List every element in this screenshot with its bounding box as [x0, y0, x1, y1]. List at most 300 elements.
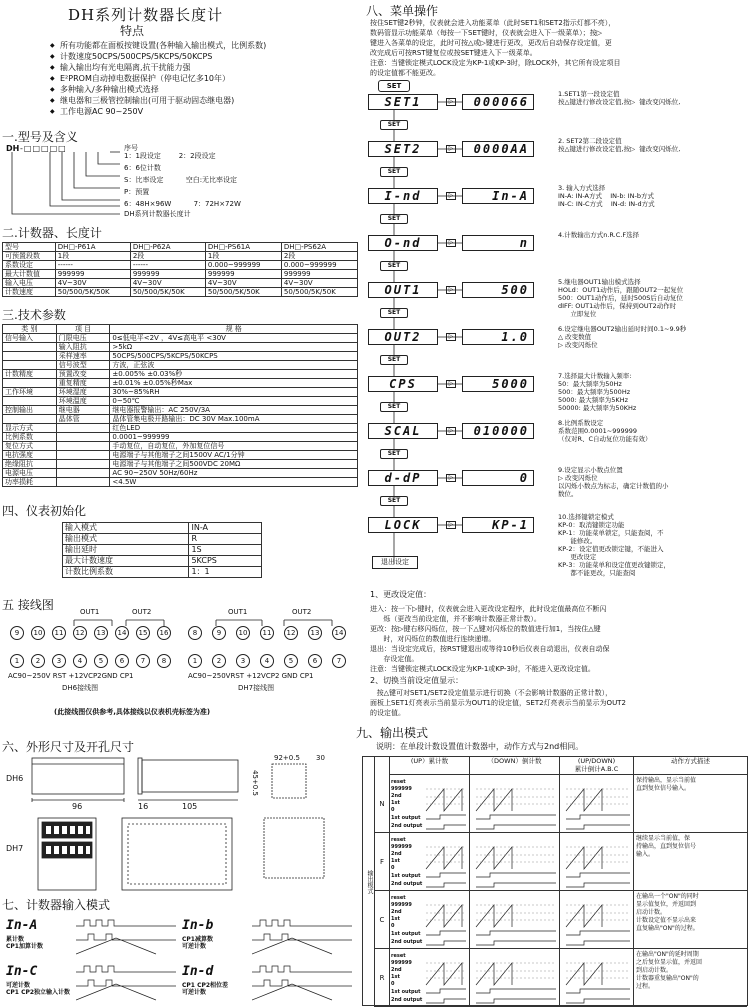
output-col-header: (UP）累计数 [389, 757, 469, 775]
table-cell: 系数设定 [3, 261, 56, 270]
terminal: 8 [157, 654, 171, 668]
table-row [3, 460, 358, 469]
table-cell: 工作环境 [3, 388, 57, 397]
table-row [3, 261, 358, 270]
output-mode-label: F [375, 833, 389, 891]
terminal: 5 [284, 654, 298, 668]
input-mode-desc: 累计数 CP1加算计数 [6, 936, 43, 950]
table-cell: 复位方式 [3, 442, 57, 451]
model-item: 序号 [124, 144, 138, 152]
table-row [63, 534, 262, 545]
dh6-out2-label: OUT2 [132, 608, 152, 616]
table-cell: IN-A [189, 523, 262, 534]
menu-note-line: 5.继电器OUT1输出模式选择 [558, 278, 641, 286]
table-cell: 手动复位，自动复位，外加复位信号 [110, 442, 358, 451]
page-title: DH系列计数器长度计 [68, 6, 224, 24]
table-cell: ±0.005% ±0.03%秒 [110, 370, 358, 379]
timing-waveform [560, 775, 634, 833]
right-key-icon[interactable]: ▷ [446, 333, 456, 341]
terminal: 13 [308, 626, 322, 640]
set-key-icon[interactable]: SET [380, 355, 408, 365]
axis-label: 2nd [391, 909, 402, 915]
timing-waveform [390, 833, 470, 891]
set-key-icon[interactable]: SET [380, 496, 408, 506]
input-mode-waveform [76, 916, 176, 956]
menu-note-line: ▷ 改变闪烁位 [558, 341, 598, 349]
table-cell [56, 442, 110, 451]
input-mode-code: In-C [6, 964, 38, 979]
table-cell: DH□-PS62A [281, 243, 357, 252]
text-line: 存设定值。 [370, 655, 419, 663]
output-col-header: (UP/DOWN) 累计倒计A.B.C [559, 757, 633, 775]
menu-value-display: In-A [462, 188, 534, 204]
axis-label: 1st output [391, 931, 421, 937]
text-line: 退出：当设定完成后，按RST键退出或等待10秒后仪表自动退出，仪表自动保 [370, 645, 610, 653]
table-cell: 999999 [130, 270, 205, 279]
table-row [3, 442, 358, 451]
dh6-terminal-labels: AC90~250V RST +12VCP2GND CP1 [8, 672, 134, 680]
terminal: 3 [52, 654, 66, 668]
text-line: 数码管显示功能菜单（每按一下SET键时，仪表就会进入下一级菜单）；按▷ [370, 29, 603, 37]
feature-item: ◆ 输入输出均有光电隔离,抗干扰能力强 [50, 62, 266, 73]
terminal: 14 [115, 626, 129, 640]
menu-note [558, 90, 748, 106]
terminal: 7 [136, 654, 150, 668]
table-header-cell: 项 目 [56, 325, 110, 334]
table-cell: 控制输出 [3, 406, 57, 415]
text-line: 烁（更改当前设定值，并不影响计数器正常计数）。 [370, 615, 541, 623]
timing-chart-cell [469, 775, 559, 833]
right-key-icon[interactable]: ▷ [446, 427, 456, 435]
table-cell [56, 424, 110, 433]
menu-note [558, 231, 748, 239]
set-key-icon[interactable]: SET [380, 402, 408, 412]
table-cell: 计数精度 [3, 370, 57, 379]
menu-note-line: 数位。 [558, 490, 578, 498]
section-7-heading: 七、计数器输入模式 [2, 898, 111, 912]
text-line: 进入：按一下▷键时，仪表就会进入更改设定程序，此时设定值最高位不断闪 [370, 605, 607, 613]
counter-model-table [2, 242, 358, 297]
menu-note [558, 278, 748, 318]
menu-note-line: 50000: 最大频率为50KHz [558, 404, 637, 412]
model-diagram [6, 144, 346, 220]
input-mode-cell [182, 914, 354, 958]
table-cell: 4V~30V [281, 279, 357, 288]
menu-value-display: 1.0 [462, 329, 534, 345]
menu-note-line: dIFF: OUT1动作后，保持到OUT2动作时 [558, 302, 677, 310]
table-cell [56, 478, 110, 487]
axis-label: reset [391, 895, 406, 901]
table-cell: DH□-P61A [55, 243, 130, 252]
output-mode-table [362, 756, 748, 1006]
menu-code-display: I-nd [368, 188, 438, 204]
output-mode-label: N [375, 775, 389, 833]
table-row [3, 406, 358, 415]
axis-label: 2nd output [391, 881, 423, 887]
table-cell: 电源端子与其他端子之间500VDC 20MΩ [110, 460, 358, 469]
terminal: 16 [157, 626, 171, 640]
table-cell: 30%~85%RH [110, 388, 358, 397]
table-row [3, 388, 358, 397]
right-key-icon[interactable]: ▷ [446, 380, 456, 388]
output-mode-label: R [375, 949, 389, 1007]
input-mode-grid [6, 914, 356, 1006]
menu-intro [370, 18, 748, 78]
table-row [3, 270, 358, 279]
timing-chart-cell [389, 833, 469, 891]
table-cell: 信号波型 [56, 361, 110, 370]
terminal: 5 [94, 654, 108, 668]
table-cell: 输出模式 [63, 534, 189, 545]
terminal: 9 [10, 626, 24, 640]
table-cell: 5KCPS [189, 556, 262, 567]
table-cell: 晶体管 [56, 415, 110, 424]
input-mode-code: In-A [6, 918, 38, 933]
model-item: DH系列计数器长度计 [124, 210, 191, 218]
right-key-icon[interactable]: ▷ [446, 474, 456, 482]
table-cell: 4V~30V [55, 279, 130, 288]
dh7-label: DH7 [6, 844, 24, 853]
feature-item: ◆ 工作电源AC 90~250V [50, 106, 266, 117]
table-cell: DH□-P62A [130, 243, 205, 252]
menu-note-line: KP-0：取消键锁定功能 [558, 521, 625, 529]
table-row [3, 451, 358, 460]
side-label: 输出模式 [363, 757, 375, 1007]
axis-label: 1st [391, 974, 400, 980]
menu-value-display: 010000 [462, 423, 534, 439]
table-row [3, 288, 358, 297]
table-row [3, 370, 358, 379]
terminal: 4 [73, 654, 87, 668]
set-button[interactable]: SET [378, 80, 410, 92]
table-cell: 继电器报警输出：AC 250V/3A [110, 406, 358, 415]
menu-code-display: OUT1 [368, 282, 438, 298]
timing-chart-cell [559, 833, 633, 891]
menu-note [558, 137, 748, 153]
menu-note-line: （仅对R、C自动复位功能有效） [558, 435, 652, 443]
terminal: 11 [260, 626, 274, 640]
timing-waveform [470, 891, 560, 949]
menu-note-line: 10.选择键锁定模式 [558, 513, 614, 521]
table-cell: 999999 [281, 270, 357, 279]
output-col-header: （DOWN）倒计数 [469, 757, 559, 775]
table-cell: ------ [130, 261, 205, 270]
menu-value-display: 500 [462, 282, 534, 298]
menu-note-line: 6.设定继电器OUT2输出延时时间0.1~9.9秒 [558, 325, 687, 333]
input-mode-desc: CP1 CP2相位差 可逆计数 [182, 982, 229, 996]
menu-code-display: SET2 [368, 141, 438, 157]
model-boxes: -□□□□□ [20, 144, 67, 153]
menu-note-line: 系数范围0.0001~999999 [558, 427, 638, 435]
text-line: 的设定值。 [370, 709, 405, 717]
menu-note [558, 419, 748, 443]
input-mode-code: In-b [182, 918, 214, 933]
set-key-icon[interactable]: SET [380, 261, 408, 271]
table-cell: 0.000~999999 [205, 261, 281, 270]
timing-chart-cell [559, 891, 633, 949]
table-cell [56, 433, 110, 442]
table-cell: 50/500/5K/50K [281, 288, 357, 297]
menu-note-line: 7.选择最大计数输入频率: [558, 372, 632, 380]
table-cell: 0≤低电平<2V ，4V≤高电平 <30V [110, 334, 358, 343]
table-cell: 50/500/5K/50K [205, 288, 281, 297]
table-row [3, 433, 358, 442]
table-row [3, 415, 358, 424]
menu-note-line: 8.比例系数设定 [558, 419, 604, 427]
terminal: 9 [212, 626, 226, 640]
table-cell: R [189, 534, 262, 545]
right-key-icon[interactable]: ▷ [446, 286, 456, 294]
output-mode-desc: 说明：在单段计数设置值计数器中，动作方式与2nd相同。 [376, 742, 584, 751]
timing-chart-cell [559, 949, 633, 1007]
axis-label: 999999 [391, 960, 412, 966]
table-cell [3, 415, 57, 424]
switch-instructions [370, 688, 748, 718]
menu-code-display: SCAL [368, 423, 438, 439]
terminal: 4 [260, 654, 274, 668]
table-cell: 电抗强度 [3, 451, 57, 460]
feature-list [50, 40, 266, 117]
change-instructions [370, 604, 748, 674]
dim-96: 96 [72, 802, 83, 811]
menu-note-line: KP-3：功能菜单和设定值更改键锁定， [558, 561, 671, 569]
timing-chart-cell [469, 891, 559, 949]
axis-label: 0 [391, 807, 395, 813]
menu-code-display: OUT2 [368, 329, 438, 345]
timing-chart-cell [389, 949, 469, 1007]
table-header-cell: 类 别 [3, 325, 57, 334]
table-cell [56, 460, 110, 469]
table-row [63, 545, 262, 556]
menu-value-display: n [462, 235, 534, 251]
menu-code-display: CPS [368, 376, 438, 392]
menu-note-line: KP-1：功能菜单锁定，只能查阅，不 [558, 529, 664, 537]
table-row [3, 478, 358, 487]
menu-note-line: 按△键进行修改设定值,按▷ 键改变闪烁位, [558, 145, 681, 153]
menu-note-line: 9.设定显示小数点位置 [558, 466, 623, 474]
terminal: 2 [31, 654, 45, 668]
text-line: 时，对闪烁位的数值进行连续递增。 [370, 635, 496, 643]
menu-note-line: 按△键进行修改设定值,按▷ 键改变闪烁位, [558, 98, 681, 106]
timing-chart-cell [389, 891, 469, 949]
table-cell: 可预置段数 [3, 252, 56, 261]
timing-waveform [470, 775, 560, 833]
input-mode-cell [6, 960, 178, 1004]
table-cell: 999999 [205, 270, 281, 279]
dh7-terminal-labels: AC90~250VRST +12VCP2 GND CP1 [188, 672, 314, 680]
menu-note-line: IN-A: IN-A方式 IN-b: IN-b方式 [558, 192, 655, 200]
table-cell: 晶体管集电极开路输出：DC 30V Max.100mA [110, 415, 358, 424]
dim-cut-45: 45+0.5 [251, 770, 259, 796]
axis-label: 1st [391, 916, 400, 922]
table-row [3, 252, 358, 261]
timing-waveform [560, 833, 634, 891]
menu-flowchart [366, 80, 748, 577]
table-cell [56, 469, 110, 478]
axis-label: 2nd output [391, 939, 423, 945]
terminal: 11 [52, 626, 66, 640]
table-row [63, 523, 262, 534]
terminal: 12 [284, 626, 298, 640]
axis-label: 0 [391, 865, 395, 871]
table-row [3, 361, 358, 370]
menu-code-display: d-dP [368, 470, 438, 486]
input-mode-desc: CP1减算数 可逆计数 [182, 936, 213, 950]
table-cell: 显示方式 [3, 424, 57, 433]
timing-chart-cell [469, 949, 559, 1007]
text-line: 改完成后可按RST键复位或按SET键进入下一级菜单。 [370, 49, 537, 57]
table-cell: 环境温度 [56, 397, 110, 406]
right-key-icon[interactable]: ▷ [446, 98, 456, 106]
timing-chart-cell [559, 775, 633, 833]
menu-note-line: IN-C: IN-C方式 IN-d: IN-d方式 [558, 200, 655, 208]
dh7-out1-label: OUT1 [228, 608, 248, 616]
exit-setting-button[interactable]: 退出设定 [372, 556, 418, 569]
axis-label: 2nd [391, 851, 402, 857]
terminal: 3 [236, 654, 250, 668]
menu-code-display: LOCK [368, 517, 438, 533]
table-cell: 预置改变 [56, 370, 110, 379]
table-cell: AC 90~250V 50Hz/60Hz [110, 469, 358, 478]
timing-waveform [560, 891, 634, 949]
axis-label: reset [391, 953, 406, 959]
table-cell: 2段 [130, 252, 205, 261]
menu-note [558, 372, 748, 412]
model-item: 6：6位计数 [124, 164, 161, 172]
terminal: 1 [188, 654, 202, 668]
right-key-icon[interactable]: ▷ [446, 521, 456, 529]
timing-waveform [470, 833, 560, 891]
right-key-icon[interactable]: ▷ [446, 239, 456, 247]
table-cell: <4.5W [110, 478, 358, 487]
feature-item: ◆ 继电器和三极管控制输出(可用于驱动固态继电器) [50, 95, 266, 106]
menu-note-line: 1.SET1第一段设定值 [558, 90, 620, 98]
axis-label: reset [391, 837, 406, 843]
set-key-icon[interactable]: SET [380, 167, 408, 177]
table-cell: 门限电压 [56, 334, 110, 343]
model-prefix: DH [6, 144, 20, 153]
table-cell: 50/500/5K/50K [130, 288, 205, 297]
table-cell: 最大计数速度 [63, 556, 189, 567]
axis-label: 2nd [391, 793, 402, 799]
timing-chart-cell [469, 833, 559, 891]
terminal: 7 [332, 654, 346, 668]
menu-value-display: KP-1 [462, 517, 534, 533]
dim-30: 30 [316, 754, 325, 762]
input-mode-desc: 可逆计数 CP1 CP2独立输入计数 [6, 982, 71, 996]
set-key-icon[interactable]: SET [380, 449, 408, 459]
set-key-icon[interactable]: SET [380, 308, 408, 318]
terminal: 13 [94, 626, 108, 640]
feature-item: ◆ E²PROM自动掉电数据保护（停电记忆多10年） [50, 73, 266, 84]
section-3-heading: 三.技术参数 [2, 308, 66, 322]
table-cell: 50CPS/500CPS/5KCPS/50KCPS [110, 352, 358, 361]
table-row [63, 556, 262, 567]
table-cell [3, 343, 57, 352]
table-row [3, 279, 358, 288]
menu-code-display: SET1 [368, 94, 438, 110]
menu-note-line: KP-2：设定值更改锁定键，不能进入 [558, 545, 664, 553]
menu-note [558, 466, 748, 498]
menu-note-line: ▷ 改变闪烁位 [558, 474, 598, 482]
timing-waveform [390, 949, 470, 1007]
text-line: 注意：当键锁定模式LOCK设定为KP-1或KP-3时，除LOCK外，其它所有设定项目 [370, 59, 621, 67]
menu-value-display: 5000 [462, 376, 534, 392]
table-cell: 0.0001~999999 [110, 433, 358, 442]
table-cell: 计数比例系数 [63, 567, 189, 578]
text-line: 的设定值都不能更改。 [370, 69, 440, 77]
axis-label: 1st output [391, 989, 421, 995]
table-row [3, 243, 358, 252]
text-line: 更改：按▷键右移闪烁位，按一下△键对闪烁位的数值进行加1，当按住△键 [370, 625, 601, 633]
output-mode-label: C [375, 891, 389, 949]
table-cell: >5kΩ [110, 343, 358, 352]
menu-note-line: △ 改变数值 [558, 333, 592, 341]
table-cell [3, 379, 57, 388]
input-mode-cell [182, 960, 354, 1004]
dimension-svg [2, 754, 358, 894]
feature-item: ◆ 所有功能都在面板按键设置(各种输入输出模式，比例系数) [50, 40, 266, 51]
feature-item: ◆ 计数速度50CPS/500CPS/5KCPS/50KCPS [50, 51, 266, 62]
dim-105: 105 [182, 802, 198, 811]
table-cell: 环境湿度 [56, 388, 110, 397]
axis-label: 0 [391, 981, 395, 987]
right-key-icon[interactable]: ▷ [446, 192, 456, 200]
switch-heading: 2、切换当前设定值显示： [370, 676, 464, 685]
table-cell: 方波，正弦波 [110, 361, 358, 370]
axis-label: reset [391, 779, 406, 785]
set-key-icon[interactable]: SET [380, 120, 408, 130]
section-6-heading: 六、外形尺寸及开孔尺寸 [2, 740, 135, 754]
table-cell: 输入模式 [63, 523, 189, 534]
text-line: 注意：当键锁定模式LOCK设定为KP-1或KP-3时，不能进入更改设定值。 [370, 665, 595, 673]
table-cell: 50/500/5K/50K [55, 288, 130, 297]
section-1-heading: 一.型号及含义 [2, 130, 78, 144]
table-cell: 比例系数 [3, 433, 57, 442]
axis-label: 999999 [391, 786, 412, 792]
table-cell: 999999 [55, 270, 130, 279]
menu-note [558, 325, 748, 349]
dh7-out2-label: OUT2 [292, 608, 312, 616]
axis-label: 2nd output [391, 997, 423, 1003]
table-row [3, 424, 358, 433]
table-cell: 4V~30V [205, 279, 281, 288]
table-cell: 1段 [205, 252, 281, 261]
output-mode-description: 在输出一个"ON"的同时 显示值复位，并返回到 启动计数。 计数设定值不显示出来 直复输出"ON"的过程。 [633, 891, 747, 949]
init-table [62, 522, 262, 578]
menu-note [558, 513, 748, 577]
timing-waveform [560, 949, 634, 1007]
timing-waveform [470, 949, 560, 1007]
timing-chart-cell [389, 775, 469, 833]
axis-label: 0 [391, 923, 395, 929]
menu-note-line: 更改设定 [558, 553, 597, 561]
table-cell: 0.000~999999 [281, 261, 357, 270]
axis-label: 1st [391, 800, 400, 806]
table-cell: ------ [55, 261, 130, 270]
table-cell: 1：1 [189, 567, 262, 578]
table-header-cell: 规 格 [110, 325, 358, 334]
set-key-icon[interactable]: SET [380, 214, 408, 224]
table-cell: 采样速率 [56, 352, 110, 361]
table-cell: 继电器 [56, 406, 110, 415]
terminal: 12 [73, 626, 87, 640]
table-cell: 0~50℃ [110, 397, 358, 406]
right-key-icon[interactable]: ▷ [446, 145, 456, 153]
terminal: 1 [10, 654, 24, 668]
axis-label: 2nd output [391, 823, 423, 829]
feature-item: ◆ 多种输入/多种输出模式选择 [50, 84, 266, 95]
